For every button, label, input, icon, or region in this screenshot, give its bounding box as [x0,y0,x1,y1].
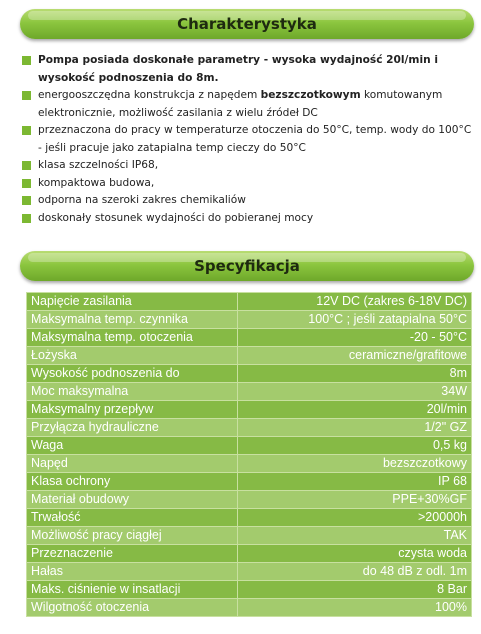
feature-item [20,210,475,228]
table-row [27,329,472,347]
table-row [27,491,472,509]
spec-value: -20 - 50°C [238,329,472,347]
table-row [27,581,472,599]
spec-label: Napięcie zasilania [27,293,238,311]
table-row [27,383,472,401]
spec-label: Moc maksymalna [27,383,238,401]
table-row [27,473,472,491]
table-row [27,347,472,365]
spec-label: Materiał obudowy [27,491,238,509]
table-row [27,509,472,527]
table-row [27,599,472,617]
specification-title: Specyfikacja [194,257,300,275]
spec-label: Trwałość [27,509,238,527]
spec-label: Waga [27,437,238,455]
feature-text-bold: bezszczotkowym [260,89,361,101]
spec-label: Maksymalny przepływ [27,401,238,419]
spec-value: 20l/min [238,401,472,419]
bullet-square-icon [22,56,31,65]
table-row [27,365,472,383]
feature-item [20,87,475,122]
table-row [27,293,472,311]
feature-list [20,52,475,227]
spec-label: Przeznaczenie [27,545,238,563]
feature-item [20,157,475,175]
spec-value: 100% [238,599,472,617]
specification-header [20,251,474,281]
spec-value: >20000h [238,509,472,527]
spec-label: Wilgotność otoczenia [27,599,238,617]
table-row [27,311,472,329]
feature-item [20,52,475,87]
table-row [27,545,472,563]
table-row [27,563,472,581]
bullet-square-icon [22,91,31,100]
table-row [27,419,472,437]
characteristics-title: Charakterystyka [177,15,317,33]
spec-value: 1/2" GZ [238,419,472,437]
specification-table [26,292,472,617]
feature-text: klasa szczelności IP68, [38,159,159,171]
feature-item [20,122,475,157]
spec-value: ceramiczne/grafitowe [238,347,472,365]
table-row [27,455,472,473]
feature-text: Pompa posiada doskonałe parametry - wysoka wydajność 20l/min i wysokość podnoszenia do 8m. [38,54,438,84]
spec-label: Maksymalna temp. czynnika [27,311,238,329]
spec-value: czysta woda [238,545,472,563]
spec-value: bezszczotkowy [238,455,472,473]
table-row [27,527,472,545]
table-row [27,401,472,419]
spec-value: 100°C ; jeśli zatapialna 50°C [238,311,472,329]
spec-value: 34W [238,383,472,401]
spec-value: PPE+30%GF [238,491,472,509]
spec-label: Klasa ochrony [27,473,238,491]
spec-label: Przyłącza hydrauliczne [27,419,238,437]
bullet-square-icon [22,214,31,223]
spec-value: 12V DC (zakres 6-18V DC) [238,293,472,311]
bullet-square-icon [22,196,31,205]
spec-value: TAK [238,527,472,545]
spec-label: Łożyska [27,347,238,365]
spec-label: Napęd [27,455,238,473]
feature-item [20,175,475,193]
spec-label: Wysokość podnoszenia do [27,365,238,383]
bullet-square-icon [22,161,31,170]
feature-item [20,192,475,210]
spec-value: 8 Bar [238,581,472,599]
spec-value: IP 68 [238,473,472,491]
spec-label: Możliwość pracy ciągłej [27,527,238,545]
feature-text: doskonały stosunek wydajności do pobieranej mocy [38,211,314,224]
spec-label: Maks. ciśnienie w insatlacji [27,581,238,599]
spec-value: do 48 dB z odl. 1m [238,563,472,581]
feature-text: odporna na szeroki zakres chemikaliów [38,194,246,206]
feature-text: przeznaczona do pracy w temperaturze otoczenia do 50°C, temp. wody do 100°C - jeśli pracuje jako zatapialna temp cieczy do 50°C [38,124,472,154]
bullet-square-icon [22,126,31,135]
feature-text: kompaktowa budowa, [38,176,155,189]
feature-text: energooszczędna konstrukcja z napędem [38,89,261,101]
characteristics-header [20,9,474,39]
feature-text: komutowanym elektronicznie, możliwość zasilania z wielu źródeł DC [38,89,443,119]
spec-value: 0,5 kg [238,437,472,455]
table-row [27,437,472,455]
spec-value: 8m [238,365,472,383]
bullet-square-icon [22,179,31,188]
spec-label: Hałas [27,563,238,581]
spec-label: Maksymalna temp. otoczenia [27,329,238,347]
